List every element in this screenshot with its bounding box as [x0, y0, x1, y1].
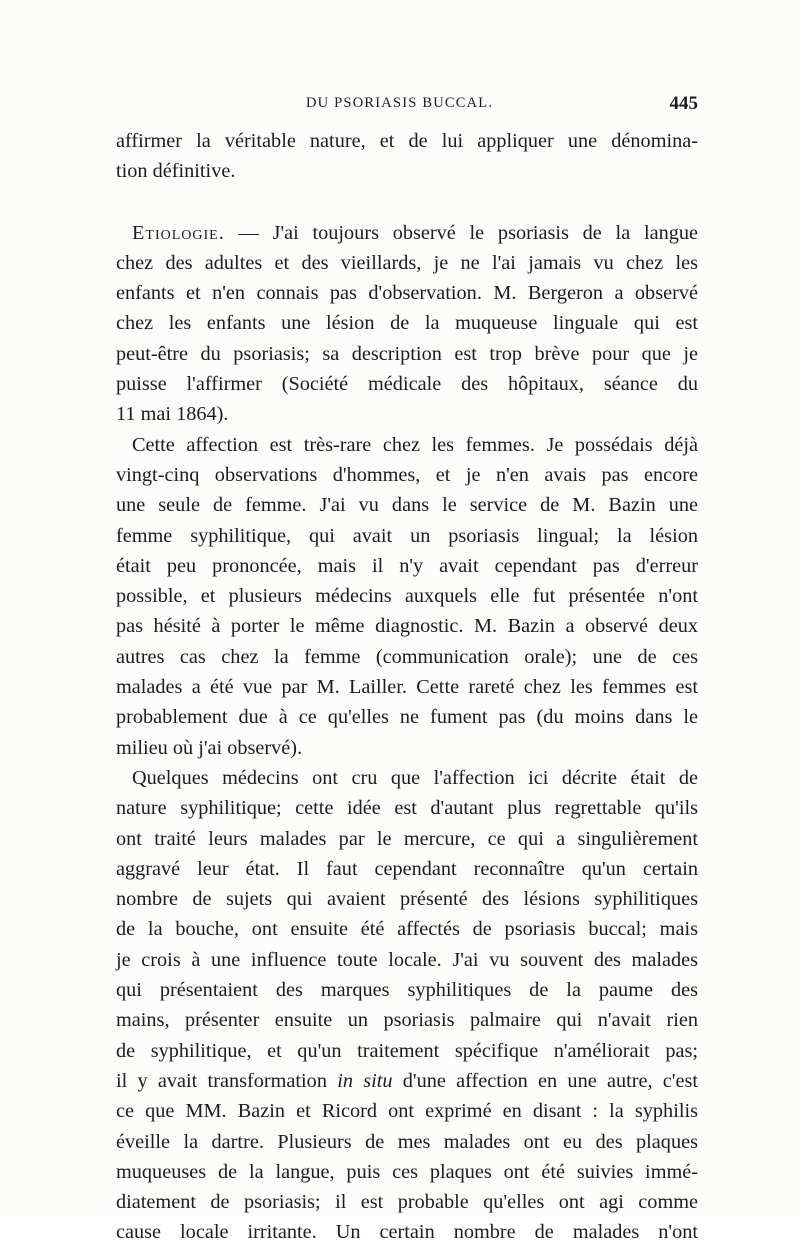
text-line: possible, et plusieurs médecins auxquels elle fut présentée n'ont [116, 585, 698, 608]
text-line: 11 mai 1864). [116, 403, 229, 426]
text-span: — J'ai toujours observé le psoriasis de la langue [224, 221, 698, 244]
text-line: Cette affection est très-rare chez les femmes. Je possédais déjà [132, 433, 698, 456]
text-line: de la bouche, ont ensuite été affectés de psoriasis buccal; mais [116, 918, 698, 941]
text-line: aggravé leur état. Il faut cependant reconnaître qu'un certain [116, 857, 698, 880]
text-line: qui présentaient des marques syphilitiques de la paume des [116, 979, 698, 1002]
text-line: cause locale irritante. Un certain nombre de malades n'ont [116, 1221, 698, 1244]
text-line: je crois à une influence toute locale. J'ai vu souvent des malades [116, 948, 698, 971]
text-line: il y avait transformation in situ d'une affection en une autre, c'est [116, 1069, 698, 1092]
text-line: de syphilitique, et qu'un traitement spécifique n'améliorait pas; [116, 1039, 698, 1062]
page-number: 445 [669, 93, 698, 114]
text-line: probablement due à ce qu'elles ne fument pas (du moins dans le [116, 706, 698, 729]
text-line: femme syphilitique, qui avait un psoriasis lingual; la lésion [116, 524, 698, 547]
paragraph [116, 763, 698, 1248]
text-line: enfants et n'en connais pas d'observation. M. Bergeron a observé [116, 282, 698, 305]
text-line: une seule de femme. J'ai vu dans le service de M. Bazin une [116, 494, 698, 517]
text-line [116, 218, 698, 248]
text-line: tion définitive. [116, 160, 236, 183]
body-text [116, 126, 698, 1248]
italic-phrase: in situ [337, 1069, 393, 1092]
text-line: nombre de sujets qui avaient présenté des lésions syphilitiques [116, 888, 698, 911]
text-line: autres cas chez la femme (communication orale); une de ces [116, 645, 698, 668]
text-line: nature syphilitique; cette idée est d'autant plus regrettable qu'ils [116, 797, 698, 820]
paragraph [116, 126, 698, 187]
text-line: ont traité leurs malades par le mercure, ce qui a singulièrement [116, 827, 698, 850]
text-line: ce que MM. Bazin et Ricord ont exprimé en disant : la syphilis [116, 1100, 698, 1123]
running-title: DU PSORIASIS BUCCAL. [306, 95, 494, 111]
text-line: était peu prononcée, mais il n'y avait cependant pas d'erreur [116, 554, 698, 577]
text-line: vingt-cinq observations d'hommes, et je n'en avais pas encore [116, 463, 698, 486]
text-line: éveille la dartre. Plusieurs de mes malades ont eu des plaques [116, 1130, 698, 1153]
text-line: muqueuses de la langue, puis ces plaques ont été suivies immé- [116, 1160, 698, 1183]
text-line: chez les enfants une lésion de la muqueuse linguale qui est [116, 312, 698, 335]
text-line: milieu où j'ai observé). [116, 736, 303, 759]
page-header [116, 93, 698, 119]
text-line: chez des adultes et des vieillards, je ne l'ai jamais vu chez les [116, 251, 698, 274]
paragraph-gap [116, 187, 698, 218]
text-line: puisse l'affirmer (Société médicale des hôpitaux, séance du [116, 373, 698, 396]
text-line: peut-être du psoriasis; sa description est trop brève pour que je [116, 342, 698, 365]
text-line: malades a été vue par M. Lailler. Cette rareté chez les femmes est [116, 676, 698, 699]
paragraph [116, 430, 698, 763]
text-line: mains, présenter ensuite un psoriasis palmaire qui n'avait rien [116, 1009, 698, 1032]
text-line: diatement de psoriasis; il est probable qu'elles ont agi comme [116, 1191, 698, 1214]
text-line: Quelques médecins ont cru que l'affection ici décrite était de [132, 766, 698, 789]
text-line: affirmer la véritable nature, et de lui appliquer une dénomina- [116, 130, 698, 152]
paragraph [116, 218, 698, 430]
section-heading: Etiologie. [132, 221, 225, 244]
text-line: pas hésité à porter le même diagnostic. M. Bazin a observé deux [116, 615, 698, 638]
